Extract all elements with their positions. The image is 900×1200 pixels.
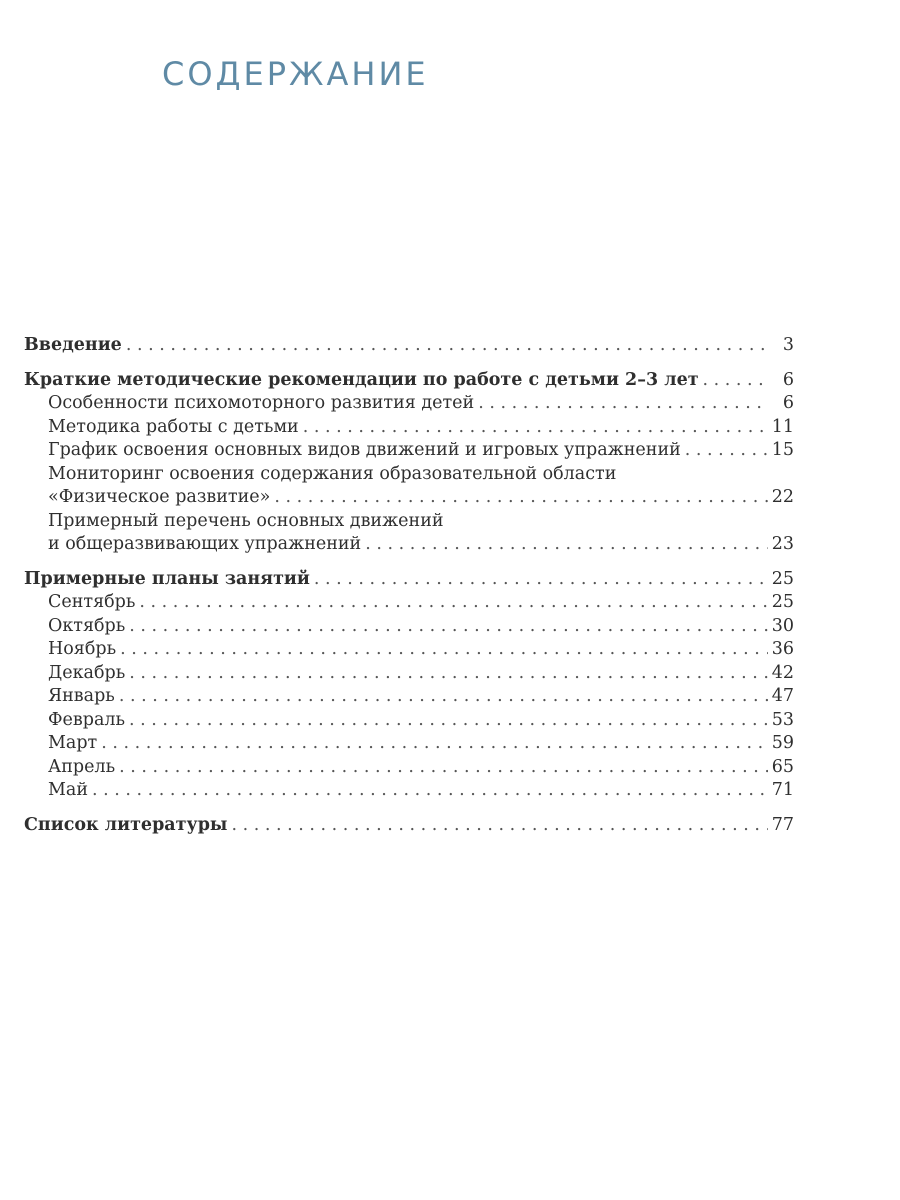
dot-leader	[119, 756, 768, 780]
toc-entry-label: «Физическое развитие»	[48, 487, 271, 507]
toc-page-number: 53	[771, 709, 794, 730]
toc-page-number: 3	[782, 335, 794, 355]
toc-entry-methodology[interactable]	[24, 416, 794, 440]
toc-entry-month[interactable]	[24, 685, 794, 709]
toc-page-number: 65	[771, 756, 794, 777]
toc-entry-section-1[interactable]	[24, 369, 794, 393]
toc-page-number: 36	[771, 639, 794, 659]
toc-entry-monitoring-line-1[interactable]: Мониторинг освоения содержания образовательной области	[48, 463, 617, 484]
toc-entry-label: Список литературы	[24, 814, 228, 835]
table-of-contents	[24, 334, 794, 837]
toc-page-number: 6	[782, 369, 794, 390]
toc-entry-month[interactable]	[24, 591, 794, 615]
toc-entry-month[interactable]	[24, 709, 794, 733]
dot-leader	[274, 486, 767, 510]
toc-entry-label: Сентябрь	[48, 592, 136, 612]
toc-page-number: 30	[771, 615, 794, 636]
toc-entry-label: Октябрь	[48, 615, 126, 636]
toc-entry-label: Краткие методические рекомендации по работе с детьми 2–3 лет	[24, 369, 699, 390]
dot-leader	[703, 369, 768, 393]
dot-leader	[129, 709, 768, 733]
dot-leader	[119, 685, 768, 709]
toc-entry-monitoring[interactable]	[24, 486, 794, 510]
toc-entry-movements-line-1[interactable]: Примерный перечень основных движений	[48, 510, 444, 531]
toc-page-number: 15	[771, 440, 794, 460]
toc-page-number: 25	[771, 592, 794, 612]
toc-entry-psychomotor[interactable]	[24, 392, 794, 416]
toc-entry-references[interactable]	[24, 814, 794, 838]
toc-entry-label: Примерные планы занятий	[24, 568, 310, 589]
dot-leader	[303, 416, 768, 440]
toc-page-number: 23	[771, 534, 794, 554]
toc-entry-label: Методика работы с детьми	[48, 416, 299, 437]
toc-entry-label: Май	[48, 780, 89, 800]
page-title: СОДЕРЖАНИЕ	[162, 55, 429, 93]
toc-entry-month[interactable]	[24, 756, 794, 780]
dot-leader	[478, 392, 768, 416]
toc-entry-label: График освоения основных видов движений и игровых упражнений	[48, 440, 681, 460]
toc-entry-month[interactable]	[24, 732, 794, 756]
dot-leader	[314, 568, 768, 592]
toc-entry-month[interactable]	[24, 615, 794, 639]
toc-entry-month[interactable]	[24, 779, 794, 803]
toc-entry-month[interactable]	[24, 662, 794, 686]
dot-leader	[365, 533, 768, 557]
dot-leader	[685, 439, 768, 463]
toc-page-number: 11	[771, 416, 794, 437]
toc-entry-schedule[interactable]	[24, 439, 794, 463]
toc-page-number: 6	[782, 393, 794, 413]
toc-entry-label: Март	[48, 733, 98, 753]
toc-entry-movements[interactable]	[24, 533, 794, 557]
toc-entry-label: и общеразвивающих упражнений	[48, 534, 362, 554]
toc-entry-label: Апрель	[48, 756, 116, 777]
toc-page-number: 77	[771, 814, 794, 835]
toc-entry-month[interactable]	[24, 638, 794, 662]
dot-leader	[101, 732, 767, 756]
dot-leader	[92, 779, 768, 803]
toc-entry-label: Особенности психомоторного развития детей	[48, 393, 475, 413]
toc-entry-label: Введение	[24, 335, 122, 355]
toc-page-number: 59	[771, 733, 794, 753]
toc-page-number: 71	[771, 780, 794, 800]
toc-page-number: 47	[771, 686, 794, 706]
dot-leader	[129, 615, 767, 639]
toc-entry-label: Февраль	[48, 709, 126, 730]
dot-leader	[231, 814, 767, 838]
dot-leader	[139, 591, 767, 615]
toc-page-number: 22	[771, 487, 794, 507]
toc-entry-label: Ноябрь	[48, 639, 117, 659]
toc-entry-label: Январь	[48, 686, 115, 706]
toc-page-number: 42	[771, 662, 794, 683]
toc-page-number: 25	[771, 568, 794, 589]
toc-entry-intro[interactable]	[24, 334, 794, 358]
dot-leader	[129, 662, 767, 686]
toc-entry-section-2[interactable]	[24, 568, 794, 592]
dot-leader	[120, 638, 768, 662]
dot-leader	[126, 334, 768, 358]
toc-entry-label: Декабрь	[48, 662, 126, 683]
